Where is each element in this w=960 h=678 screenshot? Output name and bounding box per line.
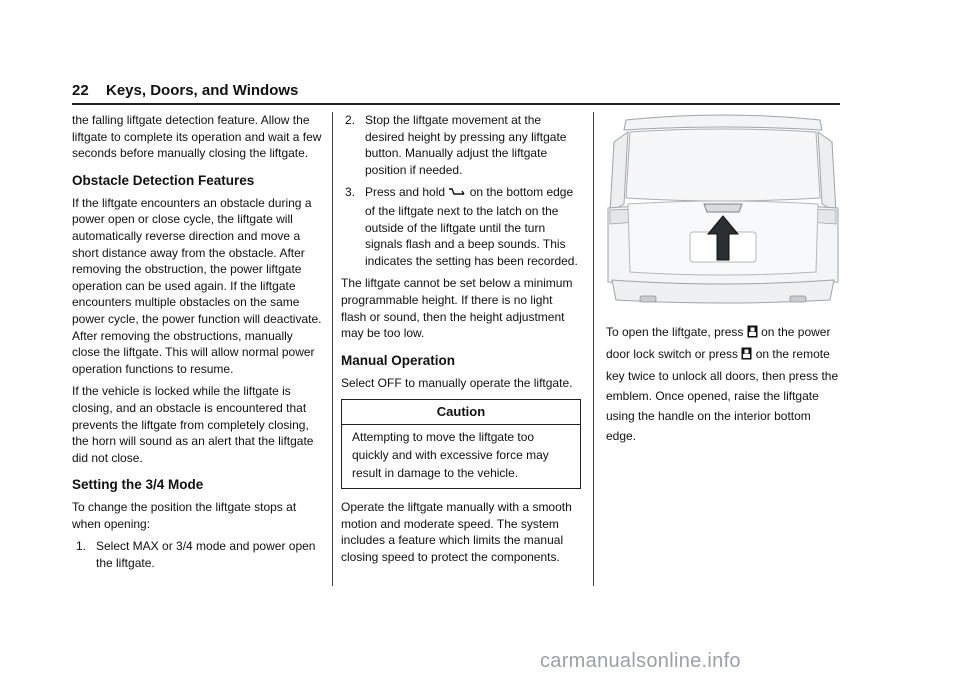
caution-box xyxy=(341,399,581,489)
steps-list xyxy=(341,112,581,269)
manual-heading: Manual Operation xyxy=(341,352,456,368)
column-left xyxy=(72,112,324,578)
column-divider xyxy=(593,112,594,586)
caution-text: Attempting to move the liftgate too quickly and with excessive force may result in damage to the vehicle. xyxy=(352,429,549,480)
obstacle-paragraph-2: If the vehicle is locked while the liftgate is closing, and an obstacle is encountered that prevents the liftgate from completely closing, the horn will sound as an alert that the liftgate did not close. xyxy=(72,384,314,465)
watermark: carmanualsonline.info xyxy=(540,650,741,672)
header-rule xyxy=(72,103,840,105)
open-paragraph xyxy=(606,322,840,446)
section-title: Keys, Doors, and Windows xyxy=(106,82,299,99)
caution-title: Caution xyxy=(342,400,580,425)
column-middle xyxy=(341,112,581,571)
column-divider xyxy=(332,112,333,586)
min-height-paragraph: The liftgate cannot be set below a minimum programmable height. If there is no light flash or sound, then the height adjustment may be too low. xyxy=(341,276,573,341)
list-item xyxy=(341,184,581,269)
manual-intro: Select OFF to manually operate the liftgate. xyxy=(341,375,573,390)
liftgate-illustration xyxy=(606,112,840,312)
mode-heading: Setting the 3/4 Mode xyxy=(72,477,204,493)
unlock-icon xyxy=(747,324,758,344)
unlock-icon xyxy=(741,346,752,366)
step-text-before: Press and hold xyxy=(365,185,449,200)
liftgate-switch-icon xyxy=(448,186,466,203)
step-text: Stop the liftgate movement at the desired height by pressing any liftgate button. Manually adjust the liftgate position if needed. xyxy=(365,113,567,177)
obstacle-heading: Obstacle Detection Features xyxy=(72,172,255,188)
page-number: 22 xyxy=(72,82,89,99)
page-header xyxy=(72,82,840,102)
obstacle-paragraph-1: If the liftgate encounters an obstacle during a power open or close cycle, the liftgate will automatically reverse direction and move a short distance away from the obstacle. After removing the obstruction, the power liftgate operation can be used again. If the liftgate encounters multiple obstacles on the same power cycle, the power function will deactivate. After removing the obstructions, manually close the liftgate. This will allow normal power operation functions to resume. xyxy=(72,195,322,376)
column-right xyxy=(606,112,840,452)
steps-list xyxy=(72,538,324,571)
open-text-1: To open the liftgate, press xyxy=(606,325,747,339)
mode-intro: To change the position the liftgate stops at when opening: xyxy=(72,500,297,531)
open-text-2: on the power door lock switch or press xyxy=(606,325,831,361)
intro-paragraph: the falling liftgate detection feature. Allow the liftgate to complete its operation and wait a few seconds before manually closing the liftgate. xyxy=(72,113,322,161)
list-item xyxy=(72,538,324,571)
step-number: 1. xyxy=(76,539,87,554)
operate-paragraph: Operate the liftgate manually with a smooth motion and moderate speed. The system includes a feature which limits the manual closing speed to protect the components. xyxy=(341,499,572,564)
list-item xyxy=(341,112,581,178)
step-text: Select MAX or 3/4 mode and power open the liftgate. xyxy=(96,539,316,571)
open-text-3: on the remote key twice to unlock all doors, then press the emblem. Once opened, raise the liftgate using the handle on the interior bottom edge. xyxy=(606,347,839,443)
step-number: 3. xyxy=(345,185,356,200)
step-text-after: on the bottom edge of the liftgate next to the latch on the outside of the liftgate until the turn signals flash and a beep sounds. This indicates the setting has been recorded. xyxy=(365,185,578,268)
step-number: 2. xyxy=(345,113,356,127)
